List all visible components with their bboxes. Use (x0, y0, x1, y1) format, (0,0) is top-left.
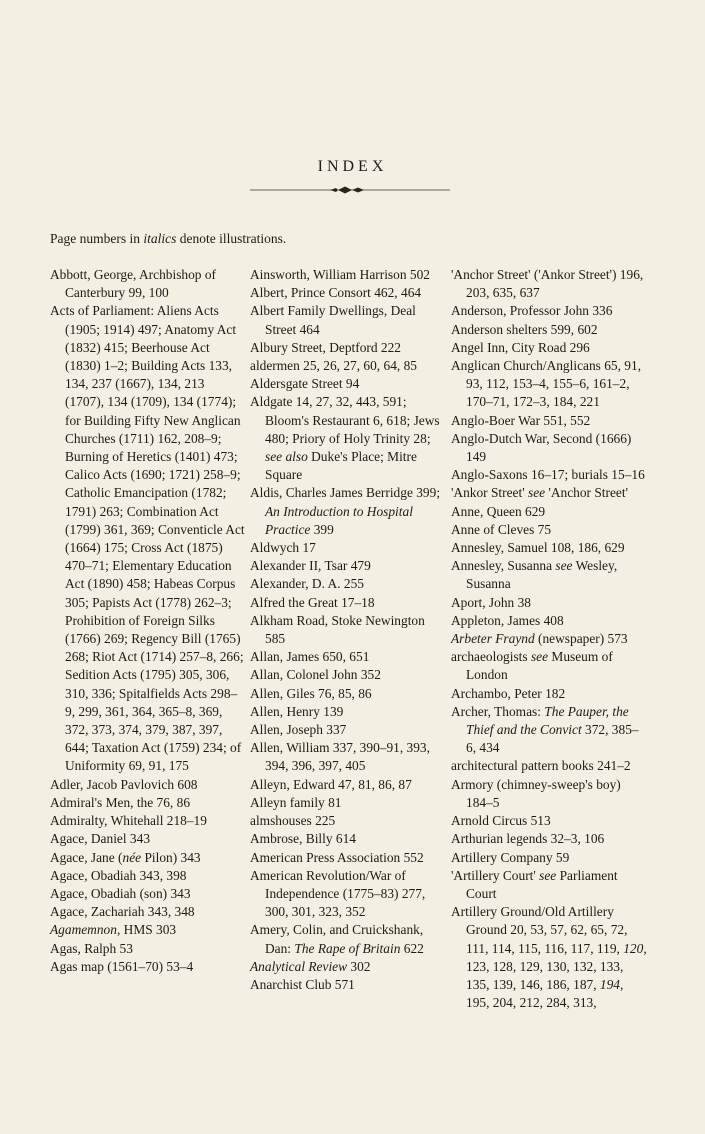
index-entry: Aport, John 38 (451, 594, 531, 610)
index-entry: American Revolution/War of Independence (1775–83) 277, 300, 301, 323, 352 (250, 867, 426, 920)
index-entry: Arbeter Fraynd (newspaper) 573 (451, 631, 628, 647)
index-entry: Acts of Parliament: Aliens Acts (1905; 1914) 497; Anatomy Act (1832) 415; Beerhouse Act (1830) 1–2; Building Acts 133, 134, 237 (1667), 134, 213 (1707), 134 (1709), 134 (1774); for Building Fifty New Anglican Churches (1711) 162, 208–9; Burning of Heretics (1401) 473; Calico Acts (1690; 1721) 258–9; Catholic Emancipation (1782; 1791) 263; Combination Act (1799) 361, 369; Conventicle Act (1664) 175; Cross Act (1875) 470–71; Elementary Education Act (1890) 458; Habeas Corpus 305; Papists Act (1778) 262–3; Prohibition of Foreign Silks (1766) 269; Regency Bill (1765) 268; Riot Act (1714) 257–8, 266; Sedition Acts (1795) 305, 306, 310, 336; Spitalfields Acts 298–9, 299, 361, 364, 365–8, 369, 372, 373, 374, 379, 387, 397, 644; Taxation Act (1759) 234; of Uniformity 69, 91, 175 (50, 303, 245, 774)
index-entry: Arnold Circus 513 (451, 813, 551, 829)
index-entry: Allan, Colonel John 352 (250, 667, 381, 683)
index-entry: Ambrose, Billy 614 (250, 831, 357, 847)
index-entry: Artillery Ground/Old Artillery Ground 20, 53, 57, 62, 65, 72, 111, 114, 115, 116, 117, 119, 120, 123, 128, 129, 130, 132, 133, 135, 139, 146, 186, 187, 194, 195, 204, 212, 284, 313, (451, 904, 647, 1011)
index-entry: Aldwych 17 (250, 540, 316, 556)
index-entry: almshouses 225 (250, 813, 336, 829)
index-entry: Arthurian legends 32–3, 106 (451, 831, 605, 847)
index-entry: Agace, Obadiah (son) 343 (50, 885, 191, 901)
index-entry: 'Anchor Street' ('Ankor Street') 196, 203, 635, 637 (451, 267, 644, 301)
index-entry: Allen, Joseph 337 (250, 722, 347, 738)
index-entry: Alleyn family 81 (250, 794, 342, 810)
index-entry: Amery, Colin, and Cruickshank, Dan: The Rape of Britain 622 (250, 922, 424, 956)
index-entry: Alkham Road, Stoke Newington 585 (250, 612, 425, 647)
index-entry: Anglo-Saxons 16–17; burials 15–16 (451, 467, 645, 483)
index-entry: Alleyn, Edward 47, 81, 86, 87 (250, 776, 412, 792)
index-entry: Archambo, Peter 182 (451, 685, 566, 701)
index-entry: Anglican Church/Anglicans 65, 91, 93, 112, 153–4, 155–6, 161–2, 170–71, 172–3, 184, 221 (451, 358, 642, 410)
index-column-3 (451, 266, 647, 1012)
index-entry: Allen, William 337, 390–91, 393, 394, 396, 397, 405 (250, 740, 430, 774)
index-entry: Aldis, Charles James Berridge 399; An Introduction to Hospital Practice 399 (250, 485, 441, 537)
index-entry: aldermen 25, 26, 27, 60, 64, 85 (250, 358, 417, 374)
index-entry: Agas map (1561–70) 53–4 (50, 958, 194, 974)
index-entry: Albury Street, Deptford 222 (250, 339, 401, 355)
index-entry: Archer, Thomas: The Pauper, the Thief and the Convict 372, 385–6, 434 (451, 703, 639, 756)
ornament-rule-icon (250, 184, 450, 196)
index-entry: 'Ankor Street' see 'Anchor Street' (451, 485, 629, 501)
index-entry: Alexander II, Tsar 479 (250, 558, 371, 574)
index-entry: Annesley, Susanna see Wesley, Susanna (451, 558, 618, 592)
index-column-2 (250, 266, 446, 994)
index-entry: Agace, Jane (née Pilon) 343 (50, 849, 201, 865)
index-entry: Anderson, Professor John 336 (451, 303, 613, 319)
index-entry: Anarchist Club 571 (250, 976, 355, 992)
index-entry: Artillery Company 59 (451, 849, 570, 865)
index-entry: Alexander, D. A. 255 (250, 576, 365, 592)
index-entry: Anglo-Boer War 551, 552 (451, 412, 591, 428)
index-entry: Anderson shelters 599, 602 (451, 321, 598, 337)
index-entry: Agace, Daniel 343 (50, 831, 151, 847)
index-entry: Ainsworth, William Harrison 502 (250, 267, 430, 282)
index-entry: Allan, James 650, 651 (250, 649, 370, 665)
index-note: Page numbers in italics denote illustrations. (50, 231, 287, 246)
index-entry: Aldersgate Street 94 (250, 376, 360, 392)
index-entry: architectural pattern books 241–2 (451, 758, 631, 774)
index-entry: Adler, Jacob Pavlovich 608 (50, 776, 198, 792)
index-entry: Alfred the Great 17–18 (250, 594, 375, 610)
index-entry: American Press Association 552 (250, 849, 424, 865)
index-entry: Anne of Cleves 75 (451, 521, 552, 537)
index-entry: Aldgate 14, 27, 32, 443, 591; Bloom's Restaurant 6, 618; Jews 480; Priory of Holy Trinity 28; see also Duke's Place; Mitre Square (250, 394, 440, 483)
index-entry: Anglo-Dutch War, Second (1666) 149 (451, 430, 632, 465)
index-entry: Admiral's Men, the 76, 86 (50, 794, 191, 810)
index-entry: Allen, Henry 139 (250, 703, 344, 719)
index-entry: Annesley, Samuel 108, 186, 629 (451, 540, 625, 556)
index-entry: Admiralty, Whitehall 218–19 (50, 813, 207, 829)
index-entry: 'Artillery Court' see Parliament Court (451, 867, 618, 901)
index-entry: Angel Inn, City Road 296 (451, 339, 590, 355)
index-heading: INDEX (317, 158, 388, 175)
index-entry: Agace, Zachariah 343, 348 (50, 904, 195, 920)
index-entry: Appleton, James 408 (451, 612, 564, 628)
index-entry: archaeologists see Museum of London (451, 649, 613, 683)
index-entry: Albert, Prince Consort 462, 464 (250, 285, 422, 301)
index-entry: Abbott, George, Archbishop of Canterbury 99, 100 (50, 267, 216, 301)
index-entry: Armory (chimney-sweep's boy) 184–5 (451, 776, 621, 810)
index-entry: Agas, Ralph 53 (50, 940, 133, 956)
index-entry: Agamemnon, HMS 303 (50, 922, 177, 938)
index-entry: Albert Family Dwellings, Deal Street 464 (250, 303, 416, 337)
index-entry: Anne, Queen 629 (451, 503, 546, 519)
index-entry: Agace, Obadiah 343, 398 (50, 867, 187, 883)
index-entry: Allen, Giles 76, 85, 86 (250, 685, 372, 701)
index-column-1 (50, 266, 246, 976)
index-entry: Analytical Review 302 (250, 958, 371, 974)
